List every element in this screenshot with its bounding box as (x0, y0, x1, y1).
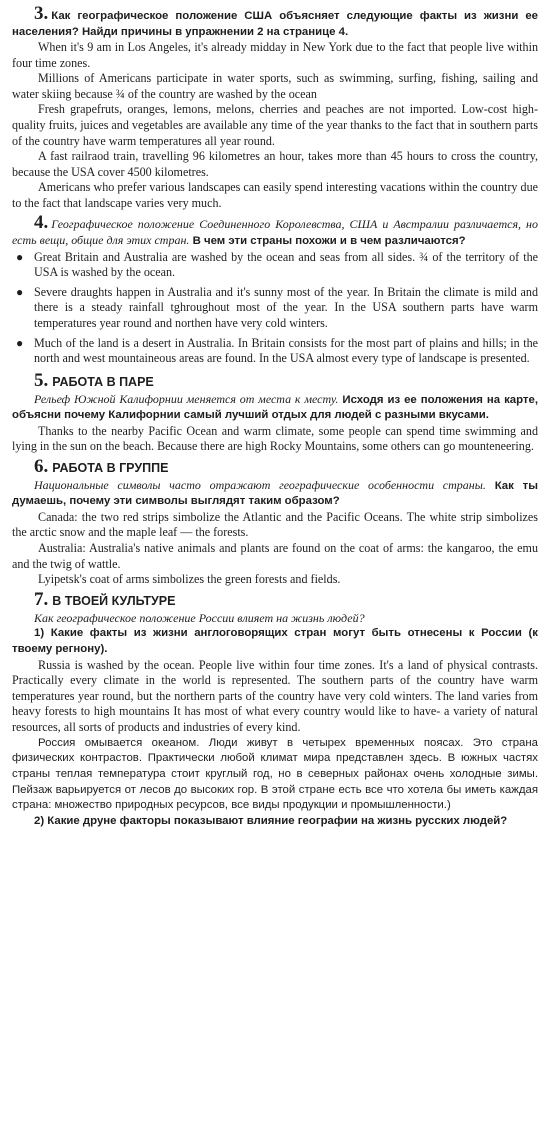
paragraph: Americans who prefer various landscapes can easily spend interesting vacations within the country due to the fact that landscape varies very much. (12, 180, 538, 210)
answer-english: Russia is washed by the ocean. People live within four time zones. It's a land of physical contrasts. Practically every climate in the world is represented. The southern parts of the country have warm temperatures year round, but the northern parts of the country have very cold winters. The land varies from heavy forests to high mountains It has most of what every country would like to have- a variety of natural resources, all sorts of products and industries of every kind. (12, 657, 538, 734)
exercise-6-task (12, 478, 538, 510)
exercise-7-question: Как географическое положение России влияет на жизнь людей? (34, 610, 365, 625)
list-item-text: Great Britain and Australia are washed by the ocean and seas from all sides. ¾ of the territory of the USA is washed by the ocean. (34, 249, 538, 280)
bullet-icon: ● (16, 284, 24, 299)
exercise-3-task (12, 3, 538, 40)
paragraph: Millions of Americans participate in water sports, such as swimming, surfing, fishing, sailing and water skiing because ¾ of the country are washed by the ocean (12, 71, 538, 101)
task-bold: Исходя из ее положения на карте, объясни почему Калифорнии самый лучший отдых для людей с разными вкусами. (12, 393, 539, 422)
exercise-4-task (12, 211, 538, 250)
exercise-3 (12, 3, 538, 212)
task-italic: Географическое положение Соединенного Королевства, США и Австралии различается, но есть вещи, общие для этих стран. (12, 216, 538, 248)
task-italic: Рельеф Южной Калифорнии меняется от места к месту. (34, 391, 339, 406)
bullet-icon: ● (16, 249, 24, 264)
section-heading: РАБОТА В ГРУППЕ (52, 460, 169, 475)
list-item-text: Severe draughts happen in Australia and it's sunny most of the year. In Britain the climate is mild and there is a steady rainfall tghroughout most of the year. In the USA southern parts have warm temperatures year round and northen have very cold winters. (34, 284, 538, 330)
answer-russian: Россия омывается океаном. Люди живут в четырех временных поясах. Это страна физических контрастов. Практически любой климат мира представлен здесь. В южных частях страны теплая температура стоит круглый год, но в северных районах очень холодные зимы. Пейзаж варьируется от лесов до высоких гор. В этой стране есть все что хотела бы иметь каждая страна: множество природных ресурсов, все виды продукции и промышленности.) (12, 736, 538, 812)
exercise-7-heading (12, 590, 538, 611)
list-item (12, 250, 538, 281)
exercise-7 (12, 590, 538, 830)
paragraph: Thanks to the nearby Pacific Ocean and warm climate, some people can spend time swimming and lying in the sun on the beach. Because there are high Rocky Mountains, some others can go mounteneering. (12, 423, 538, 454)
task-text: Как географическое положение США объясняет следующие факты из жизни ее населения? Найди причины в упражнении 2 на странице 4. (12, 10, 538, 38)
exercise-5-heading (12, 371, 538, 392)
bullet-icon: ● (16, 335, 24, 350)
paragraph: Lyipetsk's coat of arms simbolizes the green forests and fields. (38, 572, 341, 587)
list-item (12, 285, 538, 332)
task-italic: Национальные символы часто отражают географические особенности страны. (34, 477, 486, 492)
exercise-number: 3. (34, 3, 49, 24)
exercise-4 (12, 211, 538, 367)
exercise-number: 7. (34, 588, 49, 610)
list-item-text: Much of the land is a desert in Australia. In Britain consists for the most part of plains and hills; in the north and west mountaineous areas are found. In the USA almost every type of landscape is presented. (34, 335, 538, 366)
paragraph: Canada: the two red strips simbolize the Atlantic and the Pacific Oceans. The white strip simbolizes the arctic snow and the maple leaf — the forests. (12, 509, 538, 540)
list-item (12, 336, 538, 367)
section-heading: РАБОТА В ПАРЕ (52, 374, 154, 389)
paragraph: When it's 9 am in Los Angeles, it's already midday in New York due to the fact that people live within four time zones. (12, 40, 538, 70)
paragraph: Australia: Australia's native animals and plants are found on the coat of arms: the kangaroo, the emu and the twig of wattle. (12, 541, 538, 571)
subquestion-2: 2) Какие друне факторы показывают влияние географии на жизнь русских людей? (34, 815, 508, 828)
subquestion-1: 1) Какие факты из жизни англоговорящих стран могут быть отнесены к России (к твоему регнону). (12, 627, 538, 656)
paragraph: Fresh grapefruts, oranges, lemons, melons, cherries and peaches are not imported. Low-cost high-quality fruits, juices and vegetables are available any time of the year thanks to the fact that in southern parts of the country have warm temperatures all year round. (12, 102, 538, 148)
bullet-list (12, 250, 538, 367)
paragraph: A fast railraod train, travelling 96 kilometres an hour, takes more than 45 hours to cross the country, because the USA cover 4500 kilometres. (12, 149, 538, 179)
section-heading: В ТВОЕЙ КУЛЬТУРЕ (52, 593, 176, 608)
exercise-number: 5. (34, 369, 49, 391)
task-bold: В чем эти страны похожи и в чем различаются? (192, 235, 466, 248)
task-bold: Как ты думаешь, почему эти символы выглядят таким образом? (12, 479, 538, 508)
exercise-5-task (12, 392, 538, 424)
exercise-6-heading (12, 457, 538, 478)
exercise-number: 6. (34, 455, 49, 477)
exercise-5 (12, 371, 538, 455)
exercise-number: 4. (34, 211, 49, 233)
exercise-6 (12, 457, 538, 588)
